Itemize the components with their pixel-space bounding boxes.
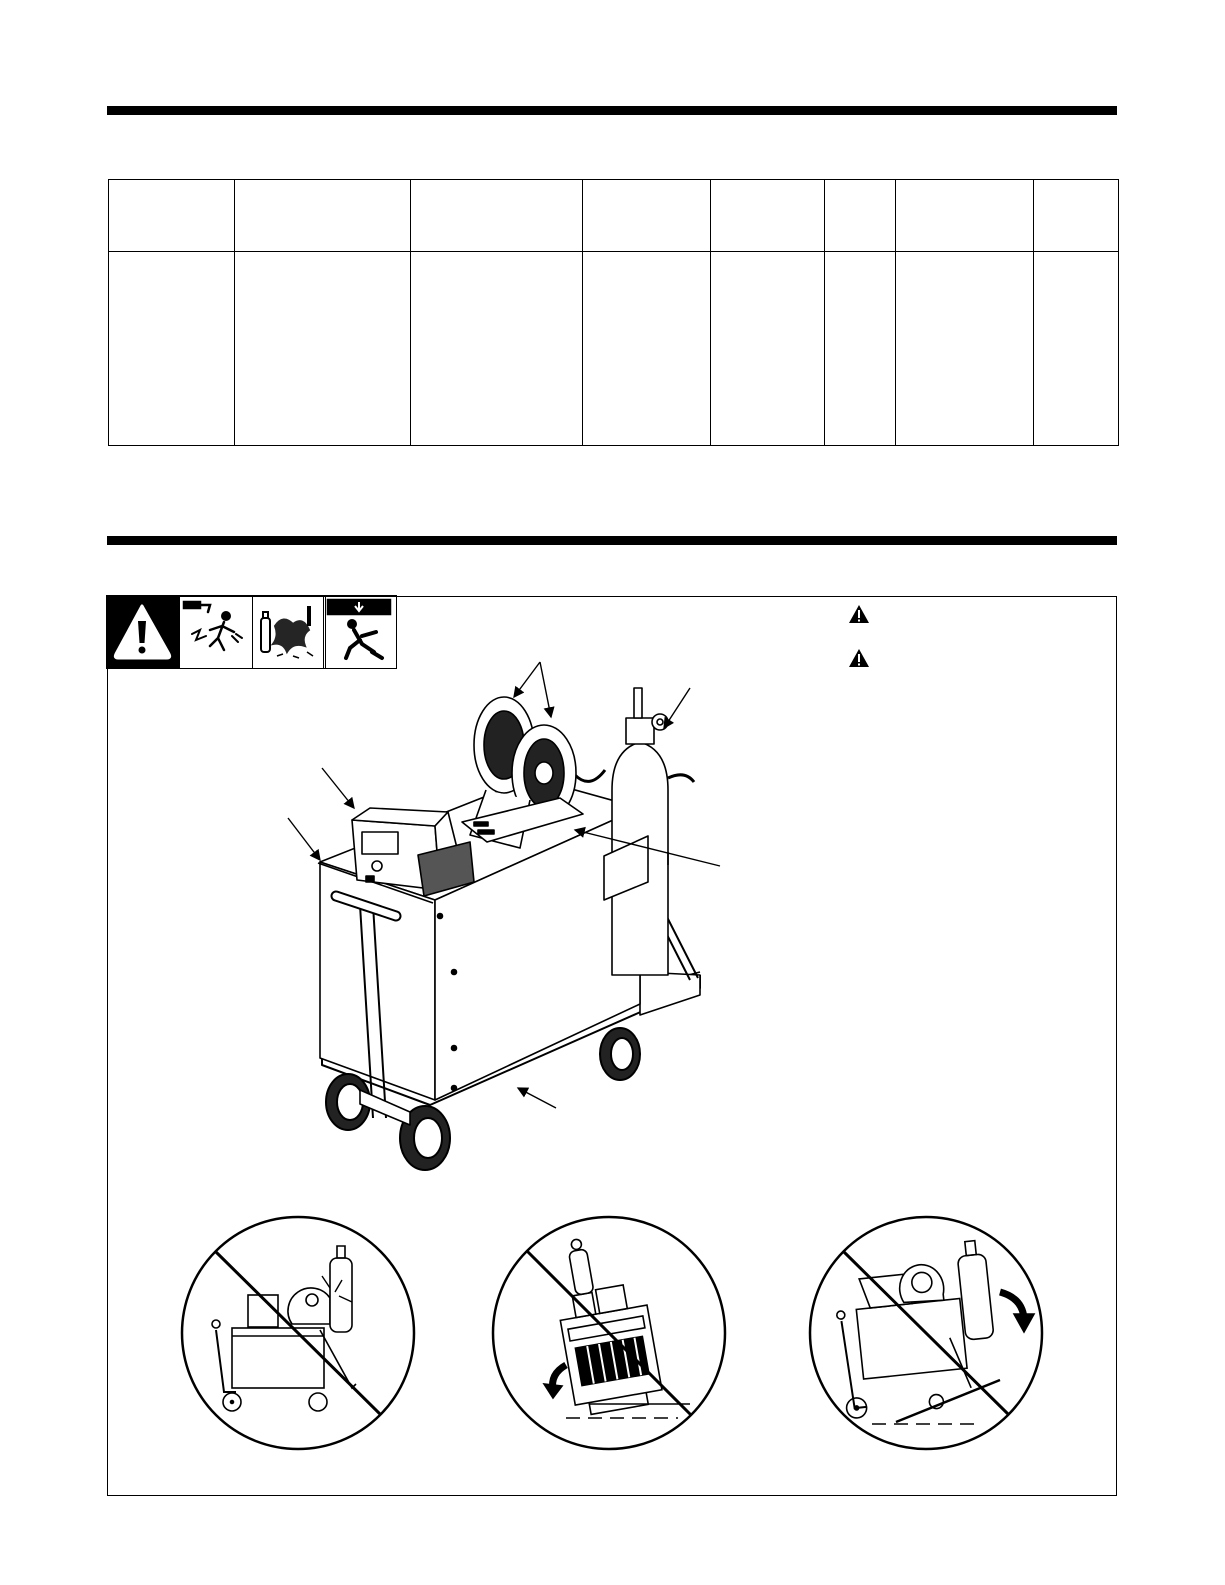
prohibited-incline-illustration bbox=[810, 1217, 1042, 1449]
welding-unit-illustration bbox=[318, 688, 700, 1170]
prohibited-arc-on-cylinder-illustration bbox=[182, 1217, 414, 1449]
prohibited-tipping-forward-illustration bbox=[493, 1217, 725, 1449]
